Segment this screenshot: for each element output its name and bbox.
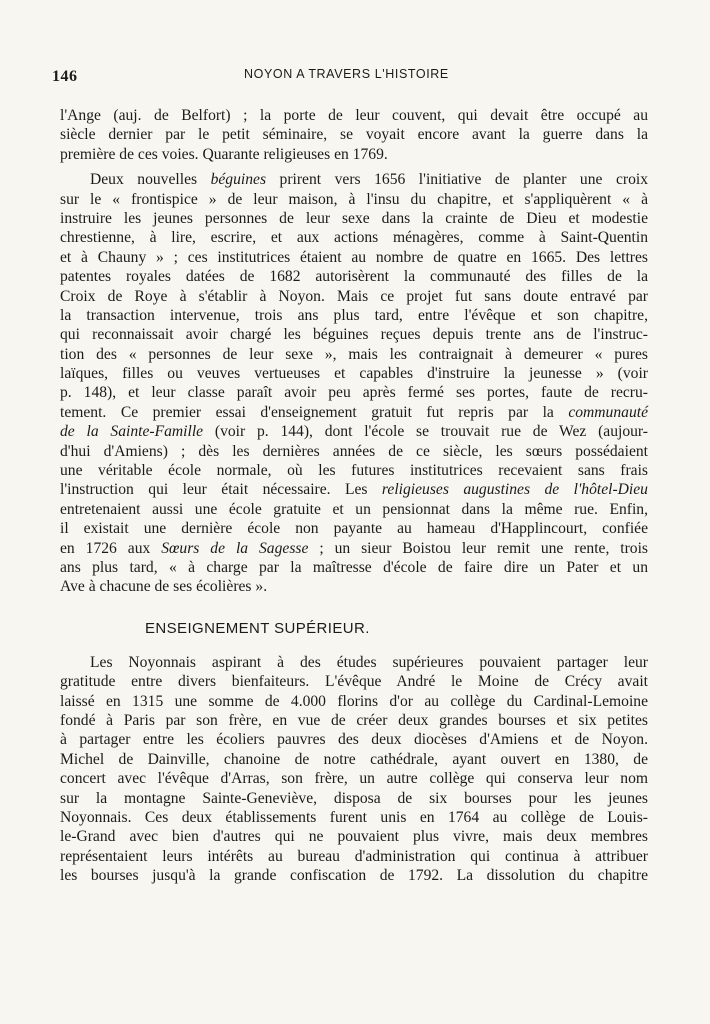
text-run: en 1726 aux [60,539,162,557]
text-line: Michel de Dainville, chanoine de notre cathédrale, ayant ouvert en 1380, de [60,750,648,768]
text-line: laissé en 1315 une somme de 4.000 florins d'or au collège du Cardinal-Lemoine [60,692,648,710]
text-line: concert avec l'évêque d'Arras, son frère, un autre collège qui conserva leur nom [60,770,648,788]
text-line [60,461,648,480]
text-line: Noyonnais. Ces deux établissements furent unis en 1764 au collège de Louis- [60,808,648,826]
text-run: entretenaient aussi une école gratuite et un pensionnat dans la même rue. Enfin, [60,500,648,518]
text-line [60,539,648,558]
text-line [60,345,648,364]
text-line [60,364,648,383]
text-line [60,228,648,247]
text-run: qui reconnaissait avoir chargé les béguines reçues depuis trente ans de l'instruc- [60,326,648,344]
page-header [52,66,658,88]
text-run: ; un sieur Boistou leur remit une rente, trois [308,539,649,557]
italic-run: béguines [210,171,267,189]
text-line: fondé à Paris par son frère, en vue de créer deux grandes bourses et six petites [60,711,648,729]
text-run: sur le « frontispice » de leur maison, à l'insu du chapitre, et s'appliquèrent « à [60,190,648,208]
text-line: à partager entre les écoliers pauvres des deux diocèses d'Amiens et de Noyon. [60,731,648,749]
text-run: l'instruction qui leur était nécessaire. Les [60,481,382,499]
text-run: prirent vers 1656 l'initiative de planter une croix [266,171,649,189]
text-line [60,209,648,228]
text-line [60,306,648,325]
italic-run: de la Sainte-Famille [60,423,204,441]
text-line [60,519,648,538]
text-run: patentes royales datées de 1682 autorisèrent la communauté des filles de la [60,268,648,286]
paragraph-3 [60,653,648,886]
text-line [60,442,648,461]
text-run: et à Chauny » ; ces institutrices étaient au nombre de quatre en 1665. Des lettres [60,248,648,266]
text-line [60,267,648,286]
text-run: la transaction intervenue, trois ans plus tard, entre l'évêque et son chapitre, [60,306,648,324]
section-heading: ENSEIGNEMENT SUPÉRIEUR. [145,619,370,637]
text-line: gratitude entre divers bienfaiteurs. L'évêque André le Moine de Crécy avait [60,673,648,691]
paragraph-2 [60,170,648,597]
text-line: représentaient leurs intérêts au bureau d'administration qui continua à attribuer [60,847,648,865]
text-run: tion des « personnes de leur sexe », mais les contraignait à demeurer « pures [60,345,648,363]
text-run: chrestienne, à lire, escrire, et aux actions ménagères, comme à Saint-Quentin [60,229,648,247]
text-line [60,190,648,209]
text-run: p. 148), et leur classe paraît avoir peu après fermé ses portes, faute de recru- [60,384,648,402]
text-run: tement. Ce premier essai d'enseignement gratuit fut repris par la [60,403,569,421]
text-line [60,170,648,189]
text-run: (voir p. 144), dont l'école se trouvait rue de Wez (aujour- [203,423,648,441]
page-number: 146 [52,68,78,85]
text-line: l'Ange (auj. de Belfort) ; la porte de leur couvent, qui devait être occupé au [60,107,648,124]
text-line [60,577,648,596]
text-run: Croix de Roye à s'établir à Noyon. Mais ce projet fut sans doute entravé par [60,287,648,305]
text-line: sur la montagne Sainte-Geneviève, disposa de six bourses pour les jeunes [60,789,648,807]
text-run: laïques, filles ou veuves vertueuses et capables d'instruire la jeunesse » (voir [60,365,648,383]
text-run: instruire les jeunes personnes de leur sexe dans la crainte de Dieu et modestie [60,209,648,227]
text-run: Deux nouvelles [90,171,211,189]
text-line [60,403,648,422]
text-run: il existait une dernière école non payante au hameau d'Happlincourt, confiée [60,520,648,538]
body-text [60,106,648,885]
running-title: NOYON A TRAVERS L'HISTOIRE [244,67,449,81]
text-run: une véritable école normale, où les futures institutrices recevaient sans frais [60,462,648,480]
text-line [60,422,648,441]
text-line: première de ces voies. Quarante religieuses en 1769. [60,145,388,163]
text-line: les bourses jusqu'à la grande confiscation de 1792. La dissolution du chapitre [60,867,648,885]
text-line [60,383,648,402]
paragraph-1 [60,106,648,164]
italic-run: Sœurs de la Sagesse [161,539,309,557]
text-line [60,287,648,306]
text-run: d'hui d'Amiens) ; dès les dernières années de ce siècle, les sœurs possédaient [60,442,648,460]
text-line [60,558,648,577]
text-line: siècle dernier par le petit séminaire, se voyait encore avant la guerre dans la [60,126,648,144]
text-line [60,325,648,344]
text-line: le-Grand avec bien d'autres qui ne pouvaient plus vivre, mais deux membres [60,828,648,846]
text-run: ans plus tard, « à charge par la maîtresse d'école de faire dire un Pater et un [60,558,648,576]
text-line [60,480,648,499]
italic-run: religieuses augustines de l'hôtel-Dieu [381,481,648,499]
text-line [60,248,648,267]
text-line: Les Noyonnais aspirant à des études supérieures pouvaient partager leur [90,653,648,671]
italic-run: communauté [568,403,648,421]
text-run: Ave à chacune de ses écolières ». [60,578,268,596]
text-line [60,500,648,519]
